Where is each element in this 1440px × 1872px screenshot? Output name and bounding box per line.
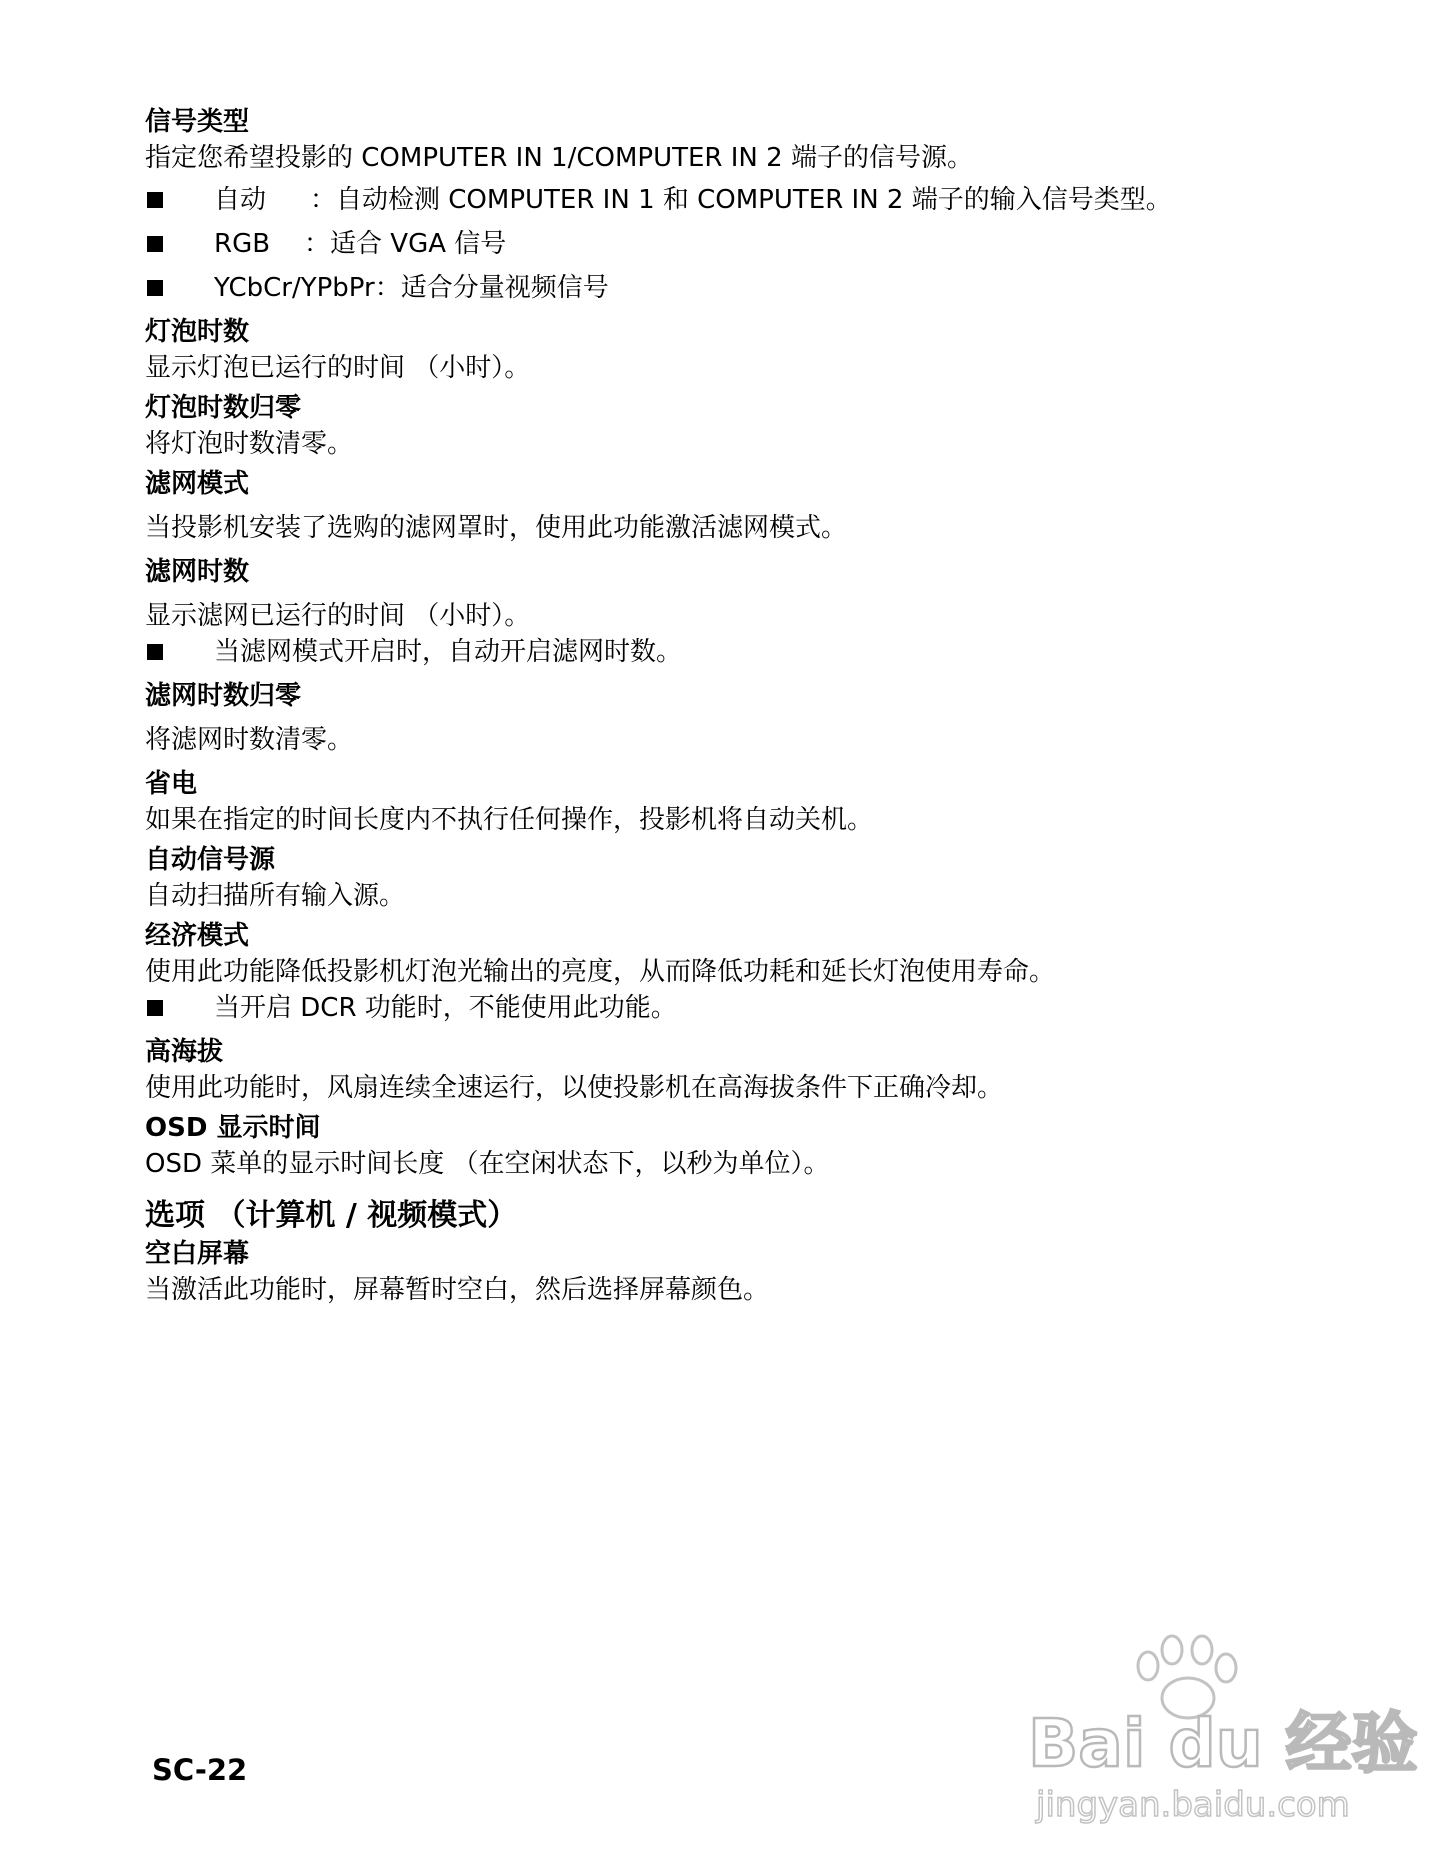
eco-mode-heading: 经济模式 <box>145 921 250 951</box>
bullet-square-icon <box>147 192 163 208</box>
option-separator: ： <box>304 229 331 259</box>
filter-hours-desc: 显示滤网已运行的时间 （小时）。 <box>145 601 531 631</box>
lamp-hours-heading: 灯泡时数 <box>145 317 250 347</box>
lamp-reset-desc: 将灯泡时数清零。 <box>145 429 354 459</box>
bullet-square-icon <box>147 644 163 660</box>
blank-screen-heading: 空白屏幕 <box>145 1239 250 1269</box>
baidu-jingyan-watermark <box>1020 1628 1418 1828</box>
signal-type-desc: 指定您希望投影的 COMPUTER IN 1/COMPUTER IN 2 端子的信号源。 <box>145 143 973 173</box>
signal-option-ycbcr <box>145 270 1325 306</box>
option-separator: ： <box>310 185 337 215</box>
auto-source-heading: 自动信号源 <box>145 845 276 875</box>
option-label: 自动 <box>214 185 267 215</box>
content <box>145 104 1325 1308</box>
high-altitude-desc: 使用此功能时，风扇连续全速运行，以使投影机在高海拔条件下正确冷却。 <box>145 1073 1004 1103</box>
blank-screen-desc: 当激活此功能时，屏幕暂时空白，然后选择屏幕颜色。 <box>145 1275 770 1305</box>
option-label: YCbCr/YPbPr <box>214 273 375 303</box>
watermark-url: jingyan.baidu.com <box>1036 1785 1350 1825</box>
bullet-square-icon <box>147 236 163 252</box>
bullet-square-icon <box>147 280 163 296</box>
options-section-title: 选项 （计算机 / 视频模式） <box>145 1198 518 1233</box>
osd-time-desc: OSD 菜单的显示时间长度 （在空闲状态下，以秒为单位）。 <box>145 1149 830 1179</box>
filter-mode-desc: 当投影机安装了选购的滤网罩时，使用此功能激活滤网模式。 <box>145 513 848 543</box>
eco-mode-note <box>145 990 1325 1026</box>
filter-hours-note <box>145 634 1325 670</box>
high-altitude-heading: 高海拔 <box>145 1037 224 1067</box>
page-number: SC-22 <box>152 1753 248 1787</box>
filter-reset-heading: 滤网时数归零 <box>145 681 302 711</box>
power-saving-desc: 如果在指定的时间长度内不执行任何操作，投影机将自动关机。 <box>145 805 874 835</box>
note-text: 当开启 DCR 功能时，不能使用此功能。 <box>214 993 677 1023</box>
signal-option-auto <box>145 182 1325 218</box>
signal-type-heading: 信号类型 <box>145 107 250 137</box>
option-label: RGB <box>214 229 271 259</box>
auto-source-desc: 自动扫描所有输入源。 <box>145 881 406 911</box>
watermark-brand: Bai du 经验 <box>1028 1705 1418 1782</box>
option-separator: ： <box>374 273 401 303</box>
filter-hours-heading: 滤网时数 <box>145 557 250 587</box>
signal-option-rgb <box>145 226 1325 262</box>
filter-reset-desc: 将滤网时数清零。 <box>145 725 354 755</box>
lamp-hours-desc: 显示灯泡已运行的时间 （小时）。 <box>145 353 531 383</box>
note-text: 当滤网模式开启时，自动开启滤网时数。 <box>214 637 683 667</box>
power-saving-heading: 省电 <box>145 769 198 799</box>
lamp-reset-heading: 灯泡时数归零 <box>145 393 302 423</box>
option-text: 适合分量视频信号 <box>400 273 609 303</box>
option-text: 自动检测 COMPUTER IN 1 和 COMPUTER IN 2 端子的输入信号类型。 <box>336 185 1172 215</box>
eco-mode-desc: 使用此功能降低投影机灯泡光输出的亮度，从而降低功耗和延长灯泡使用寿命。 <box>145 957 1056 987</box>
osd-time-heading: OSD 显示时间 <box>145 1113 321 1143</box>
bullet-square-icon <box>147 1000 163 1016</box>
option-text: 适合 VGA 信号 <box>330 229 507 259</box>
filter-mode-heading: 滤网模式 <box>145 469 250 499</box>
